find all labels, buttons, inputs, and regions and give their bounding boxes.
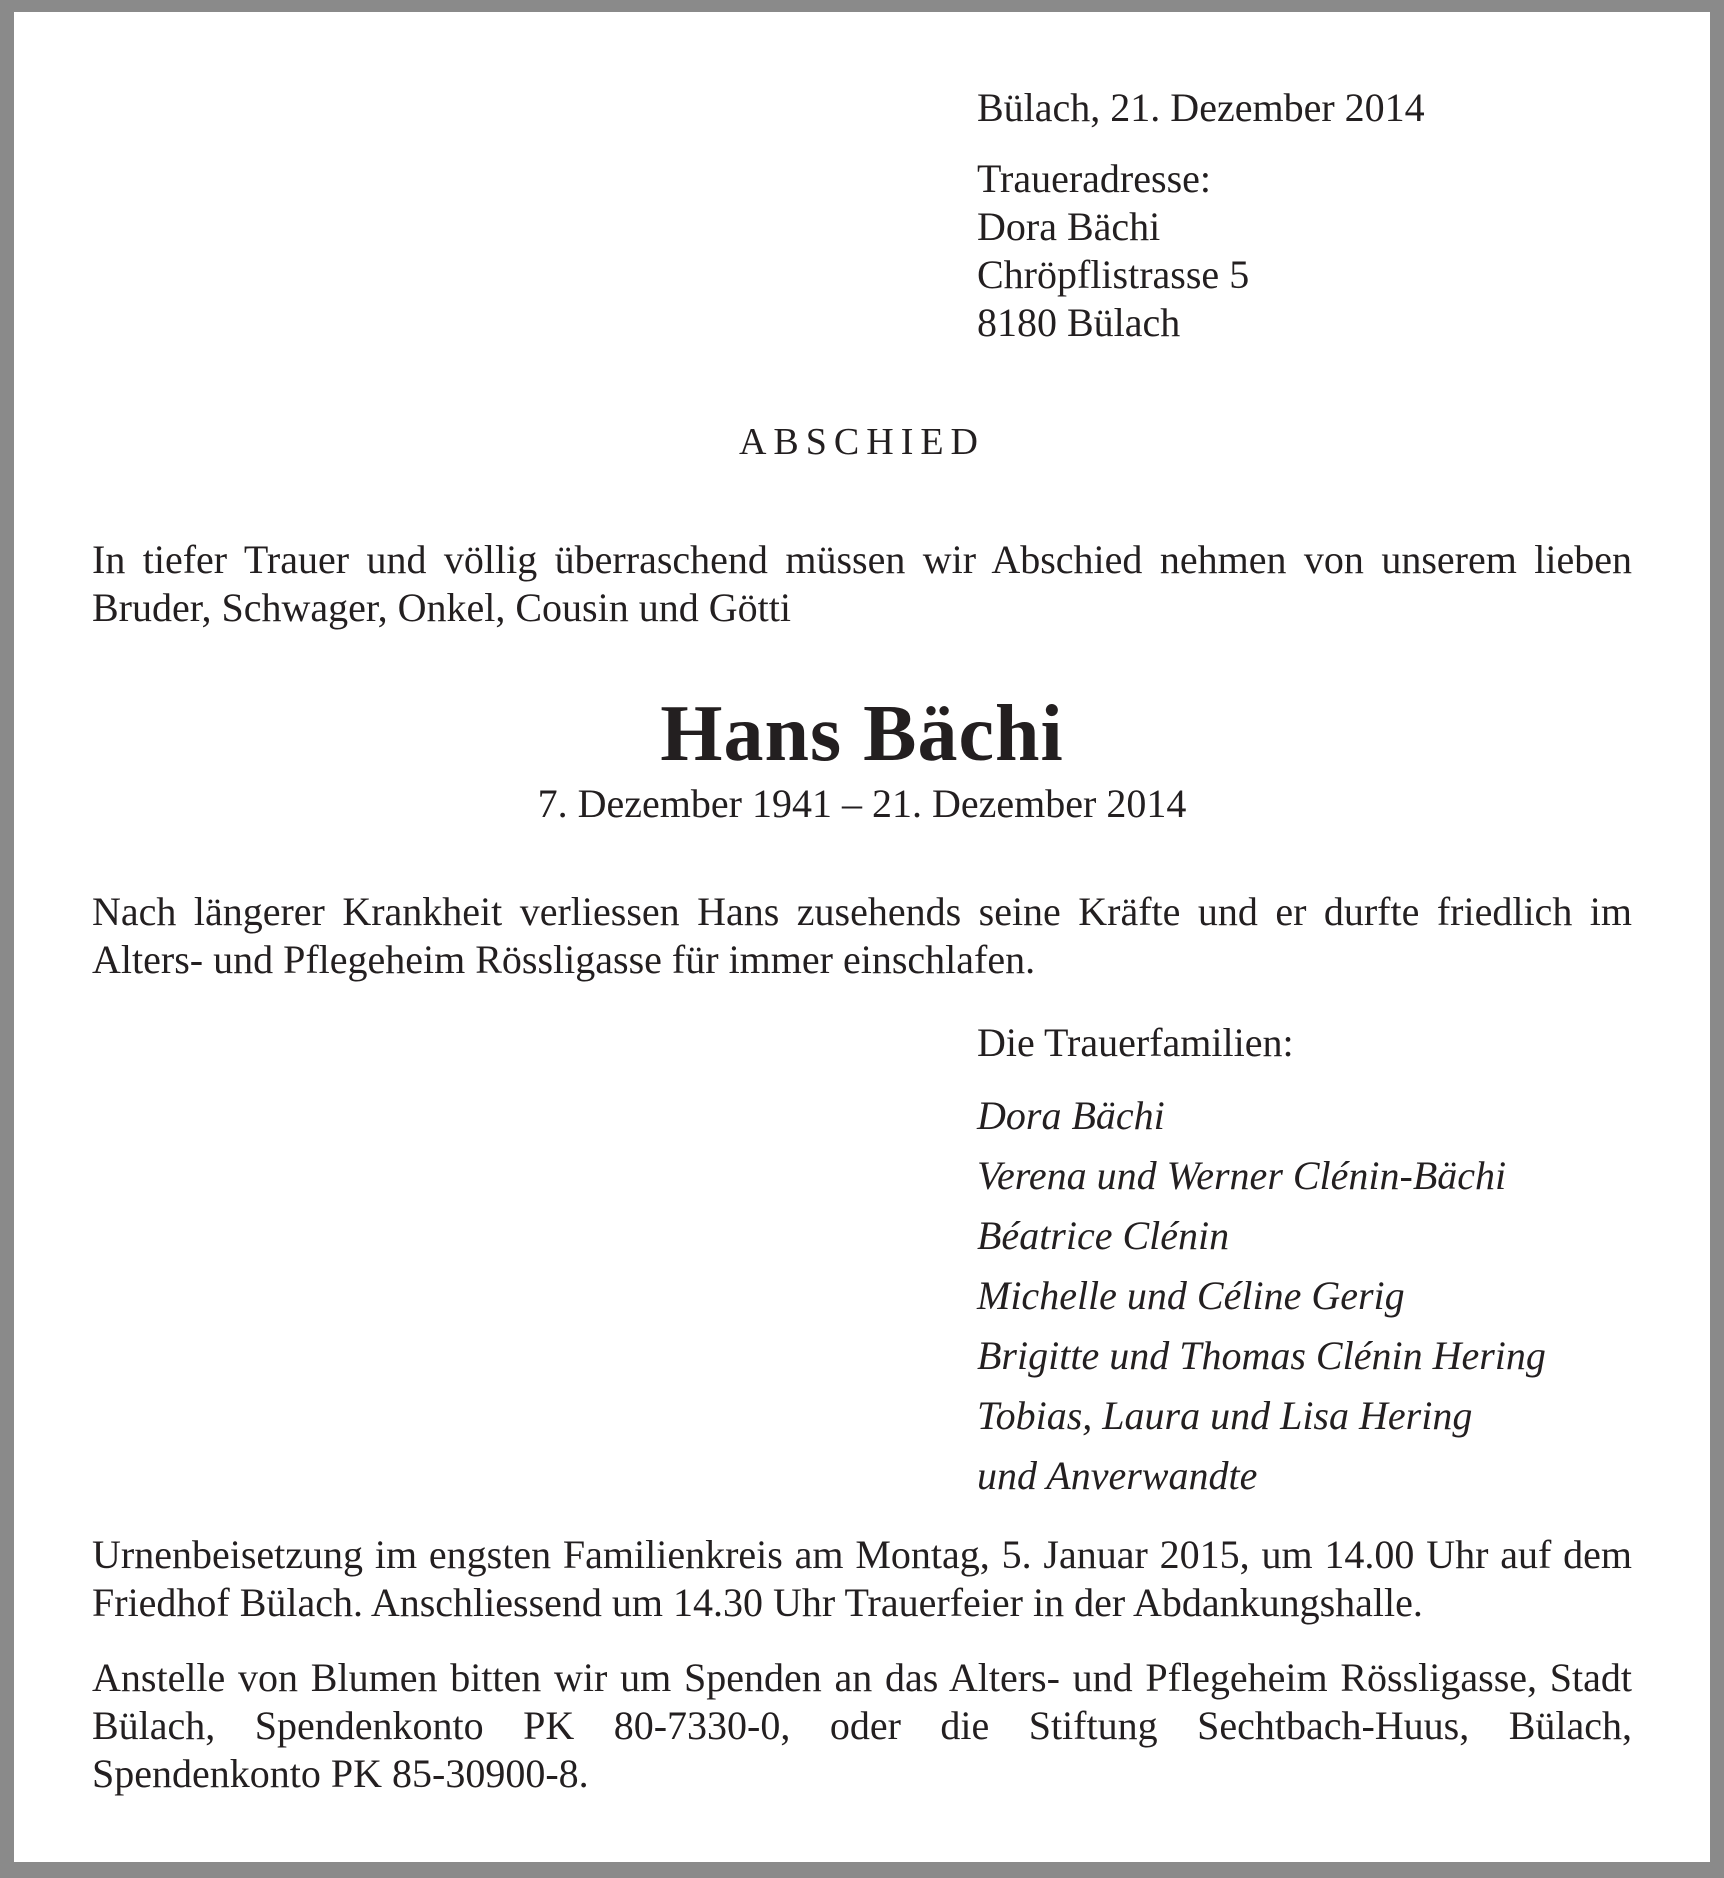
burial-paragraph: Urnenbeisetzung im engsten Familienkreis am Montag, 5. Januar 2015, um 14.00 Uhr auf dem Friedhof Bülach. Anschliessend um 14.30 Uhr Trauerfeier in der Abdankungshalle. [92,1532,1632,1625]
family-member: Verena und Werner Clénin-Bächi [977,1153,1507,1198]
address-line: 8180 Bülach [977,300,1181,345]
family-member: Béatrice Clénin [977,1213,1230,1258]
deceased-name: Hans Bächi [660,690,1064,778]
mourning-families-list [977,1086,1546,1506]
family-member: Brigitte und Thomas Clénin Hering [977,1333,1546,1378]
illness-paragraph: Nach längerer Krankheit verliessen Hans zusehends seine Kräfte und er durfte friedlich im Alters- und Pflegeheim Rössligasse für immer einschlafen. [92,889,1632,982]
family-member: Michelle und Céline Gerig [977,1273,1405,1318]
address-line: Dora Bächi [977,204,1161,249]
intro-paragraph: In tiefer Trauer und völlig überraschend müssen wir Abschied nehmen von unserem lieben Bruder, Schwager, Onkel, Cousin und Götti [92,537,1632,630]
life-dates: 7. Dezember 1941 – 21. Dezember 2014 [537,781,1187,826]
mourning-address [977,155,1249,347]
address-label: Traueradresse: [977,156,1212,201]
family-member: Tobias, Laura und Lisa Hering [977,1393,1473,1438]
family-member: und Anverwandte [977,1453,1258,1498]
donation-paragraph: Anstelle von Blumen bitten wir um Spenden an das Alters- und Pflegeheim Rössligasse, Stadt Bülach, Spendenkonto PK 80-7330-0, oder die Stiftung Sechtbach-Huus, Bülach, Spendenkonto PK 85-30900-8. [92,1655,1632,1796]
families-label: Die Trauerfamilien: [977,1020,1294,1065]
place-date: Bülach, 21. Dezember 2014 [977,85,1425,130]
family-member: Dora Bächi [977,1093,1165,1138]
notice-heading: ABSCHIED [738,421,986,463]
address-line: Chröpflistrasse 5 [977,252,1250,297]
